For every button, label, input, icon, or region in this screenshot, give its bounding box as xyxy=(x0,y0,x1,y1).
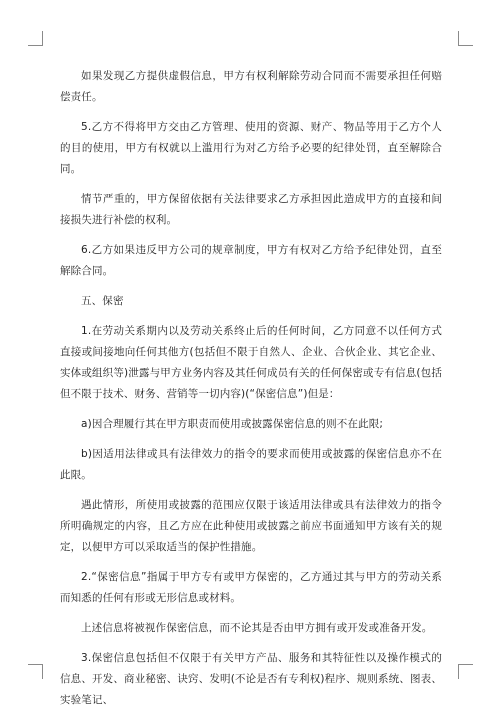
paragraph-confidentiality-2: 2.“保密信息”指属于甲方专有或甲方保密的，乙方通过其与甲方的劳动关系而知悉的任何有形或无形信息或材料。 xyxy=(60,571,442,604)
crop-mark-top-left xyxy=(28,31,43,46)
paragraph-exception-b: b)因适用法律或具有法律效力的指令的要求而使用或披露的保密信息亦不在此限。 xyxy=(60,448,442,481)
paragraph-false-info: 如果发现乙方提供虚假信息，甲方有权利解除劳动合同而不需要承担任何赔偿责任。 xyxy=(60,70,442,103)
paragraph-confidentiality-3: 3.保密信息包括但不仅限于有关甲方产品、服务和其特征性以及操作模式的信息、开发、商业秘密、诀窍、发明(不论是否有专利权)程序、规则系统、图表、实验笔记、 xyxy=(60,652,442,706)
paragraph-confidentiality-1: 1.在劳动关系期内以及劳动关系终止后的任何时间，乙方同意不以任何方式直接或间接地向任何其他方(包括但不限于自然人、企业、合伙企业、其它企业、实体或组织等)泄露与甲方业务内容及其任何成员有关的任何保密或专有信息(包括但不限于技术、财务、营销等一切内容)(“保密信息”)但是： xyxy=(60,325,442,400)
paragraph-clause-5: 5.乙方不得将甲方交由乙方管理、使用的资源、财产、物品等用于乙方个人的目的使用，甲方有权就以上滥用行为对乙方给予必要的纪律处罚，直至解除合同。 xyxy=(60,121,442,175)
section-heading-confidentiality: 五、保密 xyxy=(81,295,124,307)
paragraph-disclosure-scope: 遇此情形，所使用或披露的范围应仅限于该适用法律或具有法律效力的指令所明确规定的内容，且乙方应在此种使用或披露之前应书面通知甲方该有关的规定，以便甲方可以采取适当的保护性措施。 xyxy=(60,499,442,553)
crop-mark-bottom-right xyxy=(458,664,473,679)
paragraph-clause-6: 6.乙方如果违反甲方公司的规章制度，甲方有权对乙方给予纪律处罚，直至解除合同。 xyxy=(60,244,442,277)
crop-mark-bottom-left xyxy=(28,664,43,679)
document-body xyxy=(60,66,442,720)
paragraph-serious-circumstances: 情节严重的，甲方保留依据有关法律要求乙方承担因此造成甲方的直接和间接损失进行补偿的权利。 xyxy=(60,193,442,226)
paragraph-exception-a: a)因合理履行其在甲方职责而使用或披露保密信息的则不在此限; xyxy=(81,418,384,430)
paragraph-treated-as-confidential: 上述信息将被视作保密信息，而不论其是否由甲方拥有或开发或准备开发。 xyxy=(81,622,433,634)
crop-mark-top-right xyxy=(458,31,473,46)
